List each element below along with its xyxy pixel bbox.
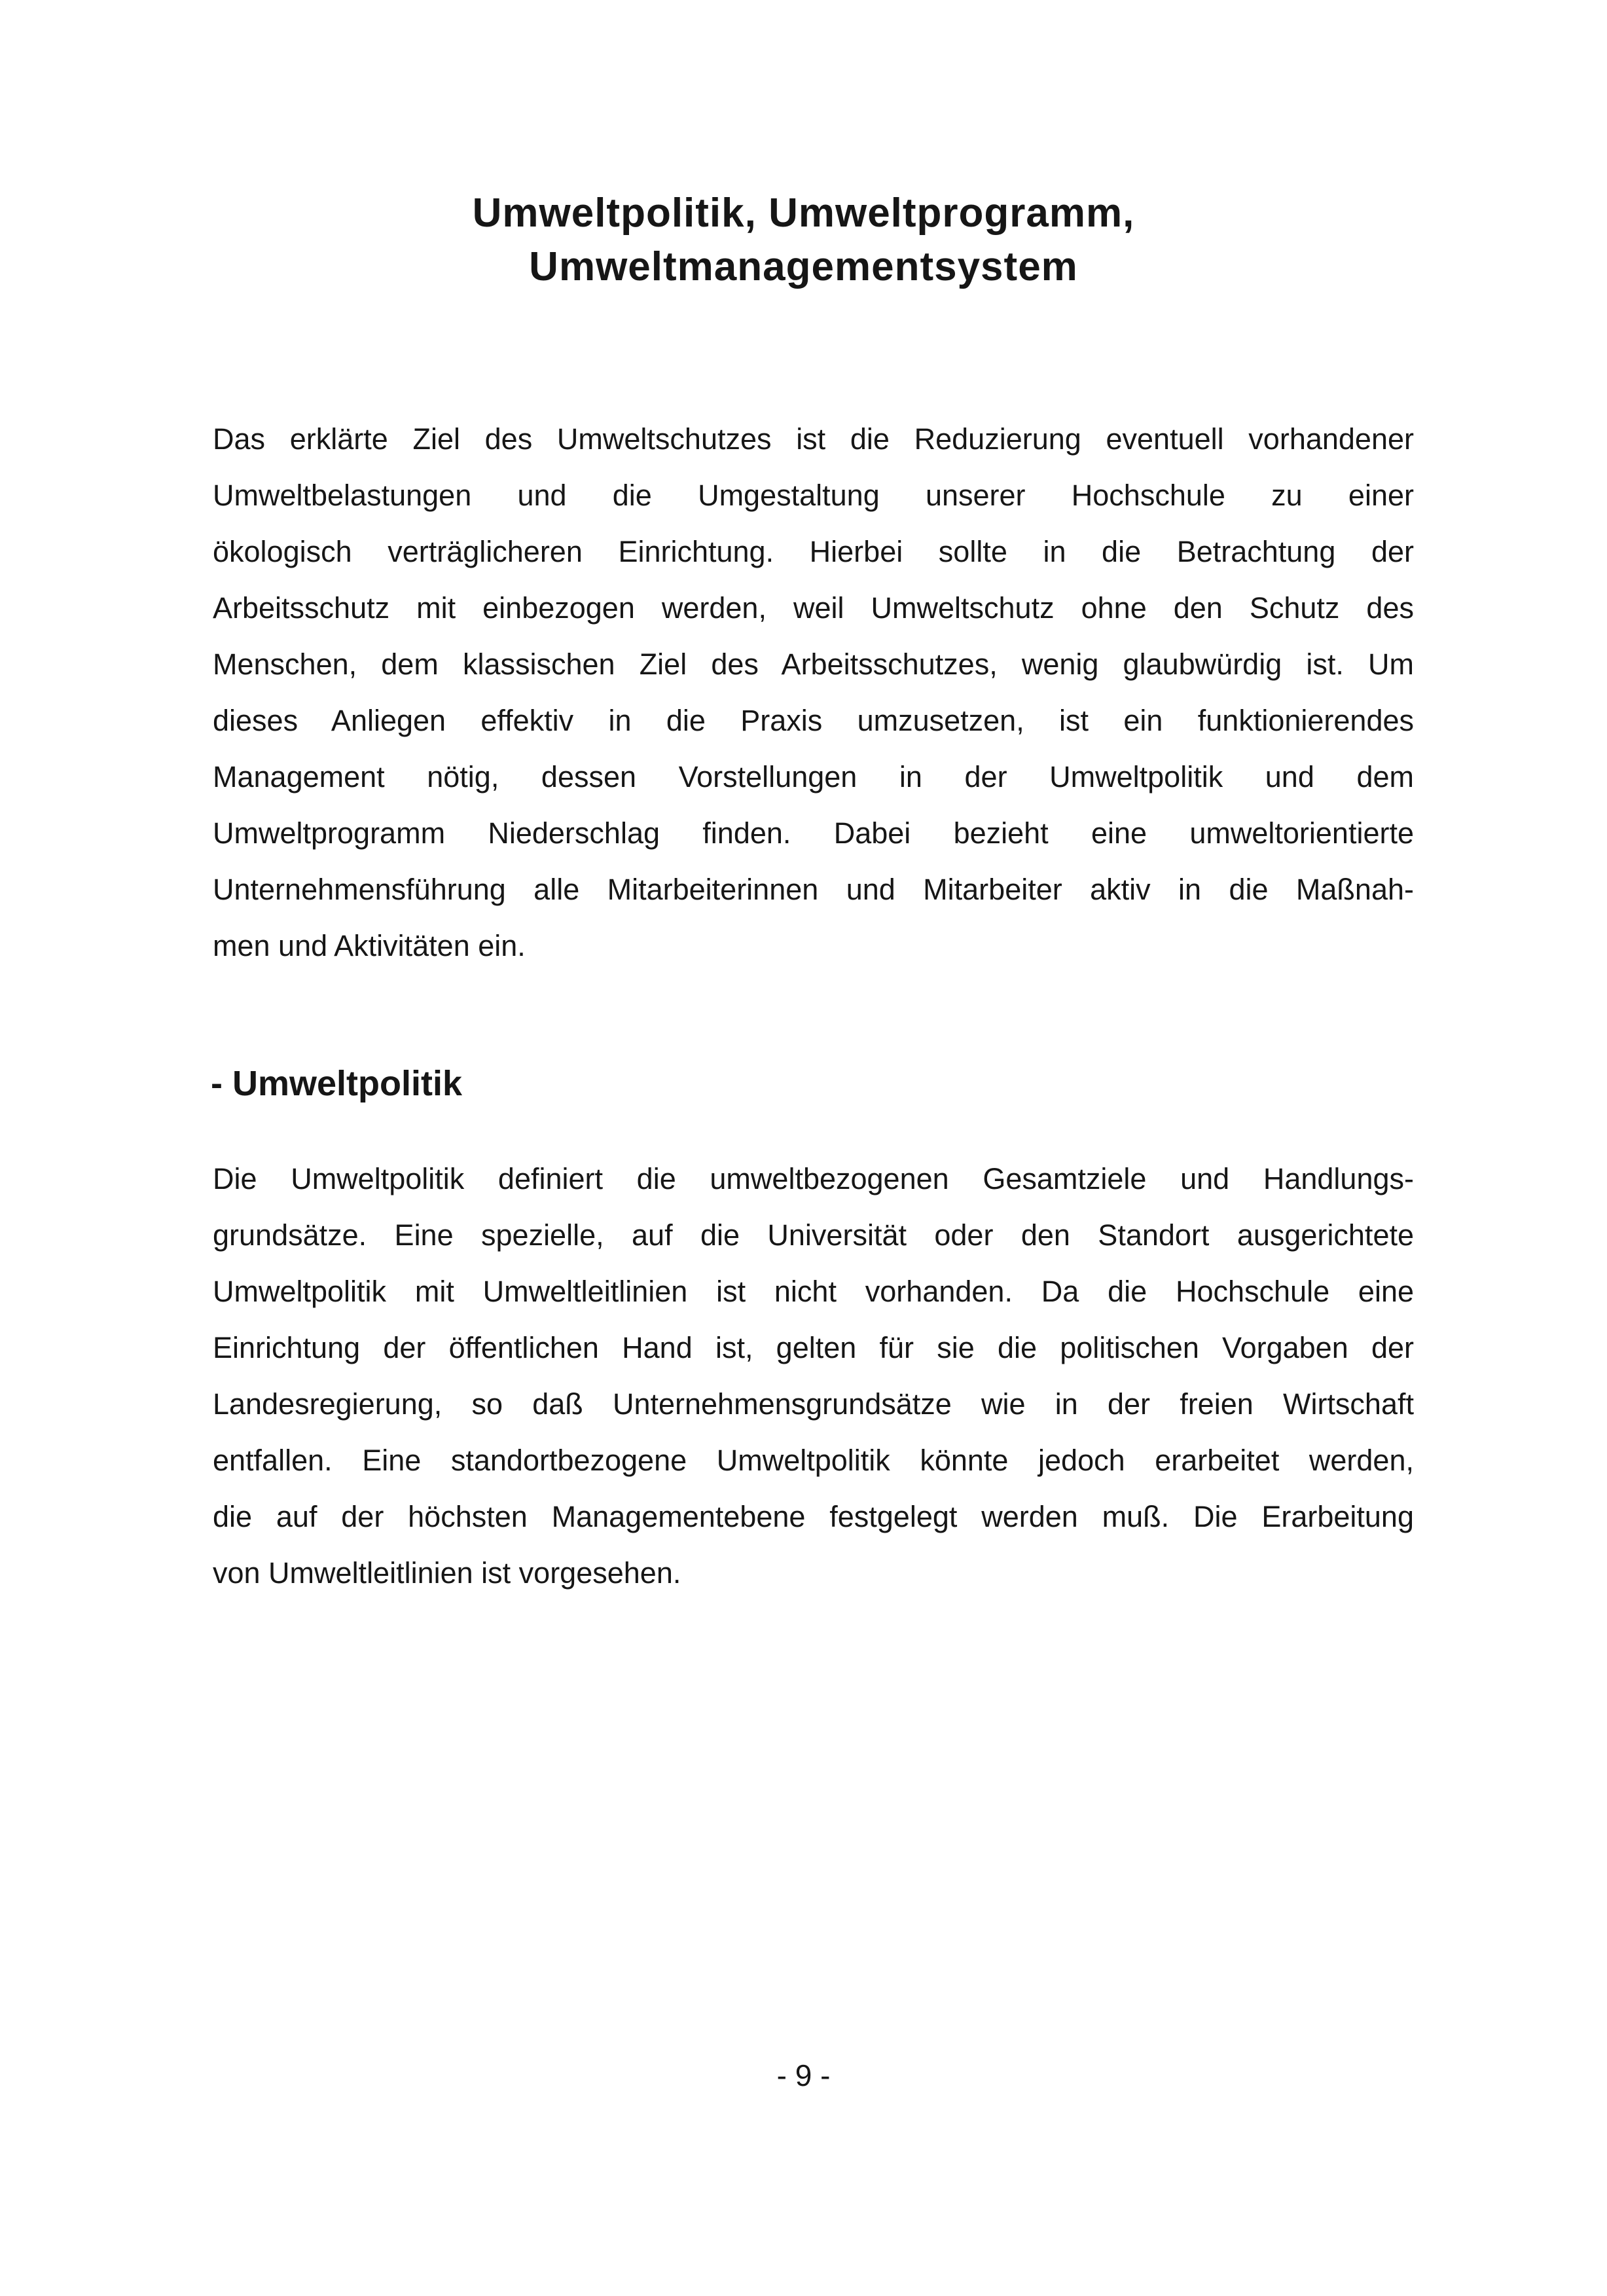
text-line: Arbeitsschutz mit einbezogen werden, weil Umweltschutz ohne den Schutz des xyxy=(213,591,1414,625)
text-line: grundsätze. Eine spezielle, auf die Universität oder den Standort ausgerichtete xyxy=(213,1218,1414,1252)
page-title xyxy=(0,187,1607,294)
umweltpolitik-paragraph xyxy=(213,1151,1414,1601)
text-line: Die Umweltpolitik definiert die umweltbezogenen Gesamtziele und Handlungs- xyxy=(213,1162,1414,1195)
text-line: Umweltpolitik mit Umweltleitlinien ist nicht vorhanden. Da die Hochschule eine xyxy=(213,1275,1414,1308)
text-line: Management nötig, dessen Vorstellungen in der Umweltpolitik und dem xyxy=(213,760,1414,793)
text-line: ökologisch verträglicheren Einrichtung. Hierbei sollte in die Betrachtung der xyxy=(213,535,1414,568)
text-line: Das erklärte Ziel des Umweltschutzes ist die Reduzierung eventuell vorhandener xyxy=(213,422,1414,456)
page-number: - 9 - xyxy=(776,2058,831,2092)
text-line: dieses Anliegen effektiv in die Praxis umzusetzen, ist ein funktionierendes xyxy=(213,704,1414,737)
page-title-line-2: Umweltmanagementsystem xyxy=(529,244,1078,289)
text-line: Einrichtung der öffentlichen Hand ist, gelten für sie die politischen Vorgaben der xyxy=(213,1331,1414,1364)
text-line: Menschen, dem klassischen Ziel des Arbeitsschutzes, wenig glaubwürdig ist. Um xyxy=(213,647,1414,681)
intro-paragraph xyxy=(213,411,1414,974)
text-line: Landesregierung, so daß Unternehmensgrundsätze wie in der freien Wirtschaft xyxy=(213,1387,1414,1421)
text-line: entfallen. Eine standortbezogene Umweltpolitik könnte jedoch erarbeitet werden, xyxy=(213,1444,1414,1477)
text-line: men und Aktivitäten ein. xyxy=(213,929,526,962)
text-line: von Umweltleitlinien ist vorgesehen. xyxy=(213,1556,681,1590)
page-title-line-1: Umweltpolitik, Umweltprogramm, xyxy=(472,191,1135,236)
text-line: Umweltbelastungen und die Umgestaltung unserer Hochschule zu einer xyxy=(213,479,1414,512)
section-heading: - Umweltpolitik xyxy=(211,1064,463,1103)
text-line: Unternehmensführung alle Mitarbeiterinnen und Mitarbeiter aktiv in die Maßnah- xyxy=(213,873,1414,906)
text-line: die auf der höchsten Managementebene festgelegt werden muß. Die Erarbeitung xyxy=(213,1500,1414,1533)
text-line: Umweltprogramm Niederschlag finden. Dabei bezieht eine umweltorientierte xyxy=(213,816,1414,850)
